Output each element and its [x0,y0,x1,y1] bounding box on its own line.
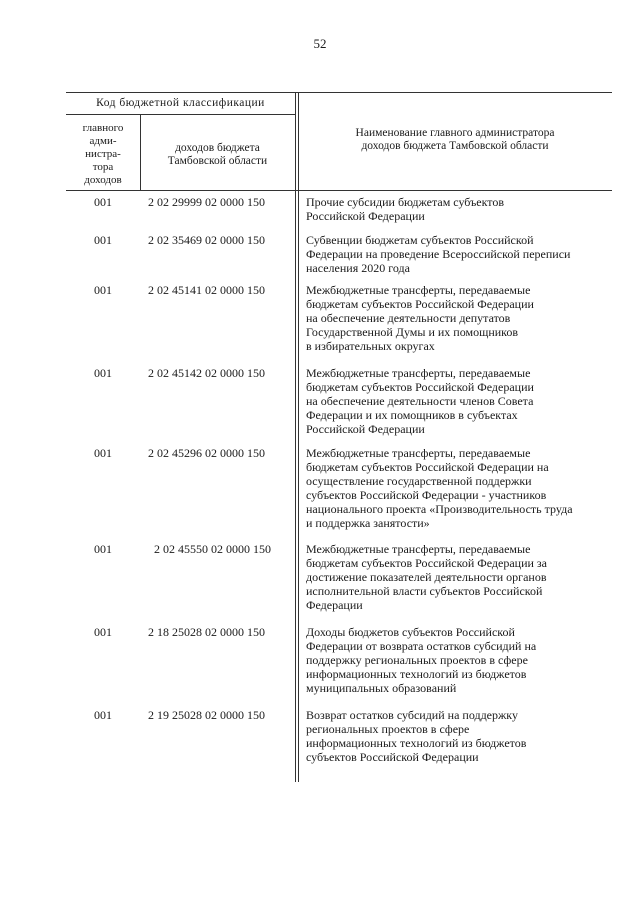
table-body [66,195,612,778]
admin-header-line: адми- [89,135,117,147]
income-code-cell: 2 02 45141 02 0000 150 [148,283,265,297]
admin-header-line: нистра- [85,148,121,160]
admin-code-cell: 001 [94,708,112,722]
name-line: на обеспечение деятельности членов Совета [306,394,534,408]
name-line: Российской Федерации [306,422,425,436]
name-header-line: доходов бюджета Тамбовской области [361,140,549,152]
name-line: бюджетам субъектов Российской Федерации за [306,556,547,570]
table-top-border [66,92,612,93]
table-row [66,366,612,446]
income-name-cell [298,542,612,612]
income-name-cell [298,195,612,223]
name-line: в избирательных округах [306,339,435,353]
name-line: Федерации [306,598,363,612]
name-line: и поддержка занятости» [306,516,430,530]
admin-code-cell: 001 [94,446,112,460]
admin-code-cell: 001 [94,195,112,209]
name-line: Межбюджетные трансферты, передаваемые [306,283,531,297]
admin-code-cell: 001 [94,542,112,556]
income-name-cell [298,283,612,353]
name-line: национального проекта «Производительность труда [306,502,573,516]
admin-header-line: тора [92,161,114,173]
table-row [66,283,612,366]
name-line: информационных технологий из бюджетов [306,667,527,681]
table-row [66,195,612,233]
income-name-cell [298,446,612,530]
admin-code-cell: 001 [94,283,112,297]
name-line: Доходы бюджетов субъектов Российской [306,625,515,639]
admin-header-line: доходов [84,174,122,186]
name-line: на обеспечение деятельности депутатов [306,311,511,325]
name-line: субъектов Российской Федерации [306,750,479,764]
name-line: муниципальных образований [306,681,457,695]
table-row [66,542,612,625]
name-line: Субвенции бюджетам субъектов Российской [306,233,534,247]
table-row [66,708,612,778]
header-bottom-border [66,190,612,191]
table-row [66,233,612,283]
admin-header [66,122,140,187]
name-line: Федерации на проведение Всероссийской переписи [306,247,571,261]
name-line: населения 2020 года [306,261,410,275]
code-header: Код бюджетной классификации [96,97,265,109]
table-row [66,446,612,542]
name-line: Федерации и их помощников в субъектах [306,408,518,422]
name-line: Межбюджетные трансферты, передаваемые [306,446,531,460]
name-line: бюджетам субъектов Российской Федерации [306,380,534,394]
page-number: 52 [313,36,327,51]
name-line: Межбюджетные трансферты, передаваемые [306,542,531,556]
income-header [140,142,295,168]
name-line: Российской Федерации [306,209,425,223]
code-header-divider [66,114,295,115]
name-line: поддержку региональных проектов в сфере [306,653,528,667]
name-line: осуществление государственной поддержки [306,474,532,488]
name-line: бюджетам субъектов Российской Федерации [306,297,534,311]
income-header-line: Тамбовской области [167,155,268,167]
name-line: информационных технологий из бюджетов [306,736,527,750]
income-code-cell: 2 02 29999 02 0000 150 [148,195,265,209]
income-header-line: доходов бюджета [175,142,260,154]
name-line: достижение показателей деятельности органов [306,570,547,584]
name-line: Федерации от возврата остатков субсидий на [306,639,537,653]
admin-code-cell: 001 [94,233,112,247]
name-header [298,127,612,153]
income-name-cell [298,708,612,764]
name-line: Государственной Думы и их помощников [306,325,519,339]
income-code-cell: 2 02 45550 02 0000 150 [154,542,271,556]
income-code-cell: 2 02 35469 02 0000 150 [148,233,265,247]
name-line: бюджетам субъектов Российской Федерации на [306,460,549,474]
admin-code-cell: 001 [94,625,112,639]
name-line: Межбюджетные трансферты, передаваемые [306,366,531,380]
income-code-cell: 2 19 25028 02 0000 150 [148,708,265,722]
budget-classification-table [66,92,612,782]
name-line: региональных проектов в сфере [306,722,470,736]
income-code-cell: 2 18 25028 02 0000 150 [148,625,265,639]
income-code-cell: 2 02 45296 02 0000 150 [148,446,265,460]
income-name-cell [298,625,612,695]
admin-code-cell: 001 [94,366,112,380]
admin-header-line: главного [82,122,124,134]
name-line: субъектов Российской Федерации - участников [306,488,547,502]
name-header-line: Наименование главного администратора [355,127,555,139]
table-row [66,625,612,708]
name-line: Прочие субсидии бюджетам субъектов [306,195,505,209]
income-code-cell: 2 02 45142 02 0000 150 [148,366,265,380]
name-line: Возврат остатков субсидий на поддержку [306,708,518,722]
income-name-cell [298,233,612,275]
income-name-cell [298,366,612,436]
name-line: исполнительной власти субъектов Российской [306,584,543,598]
